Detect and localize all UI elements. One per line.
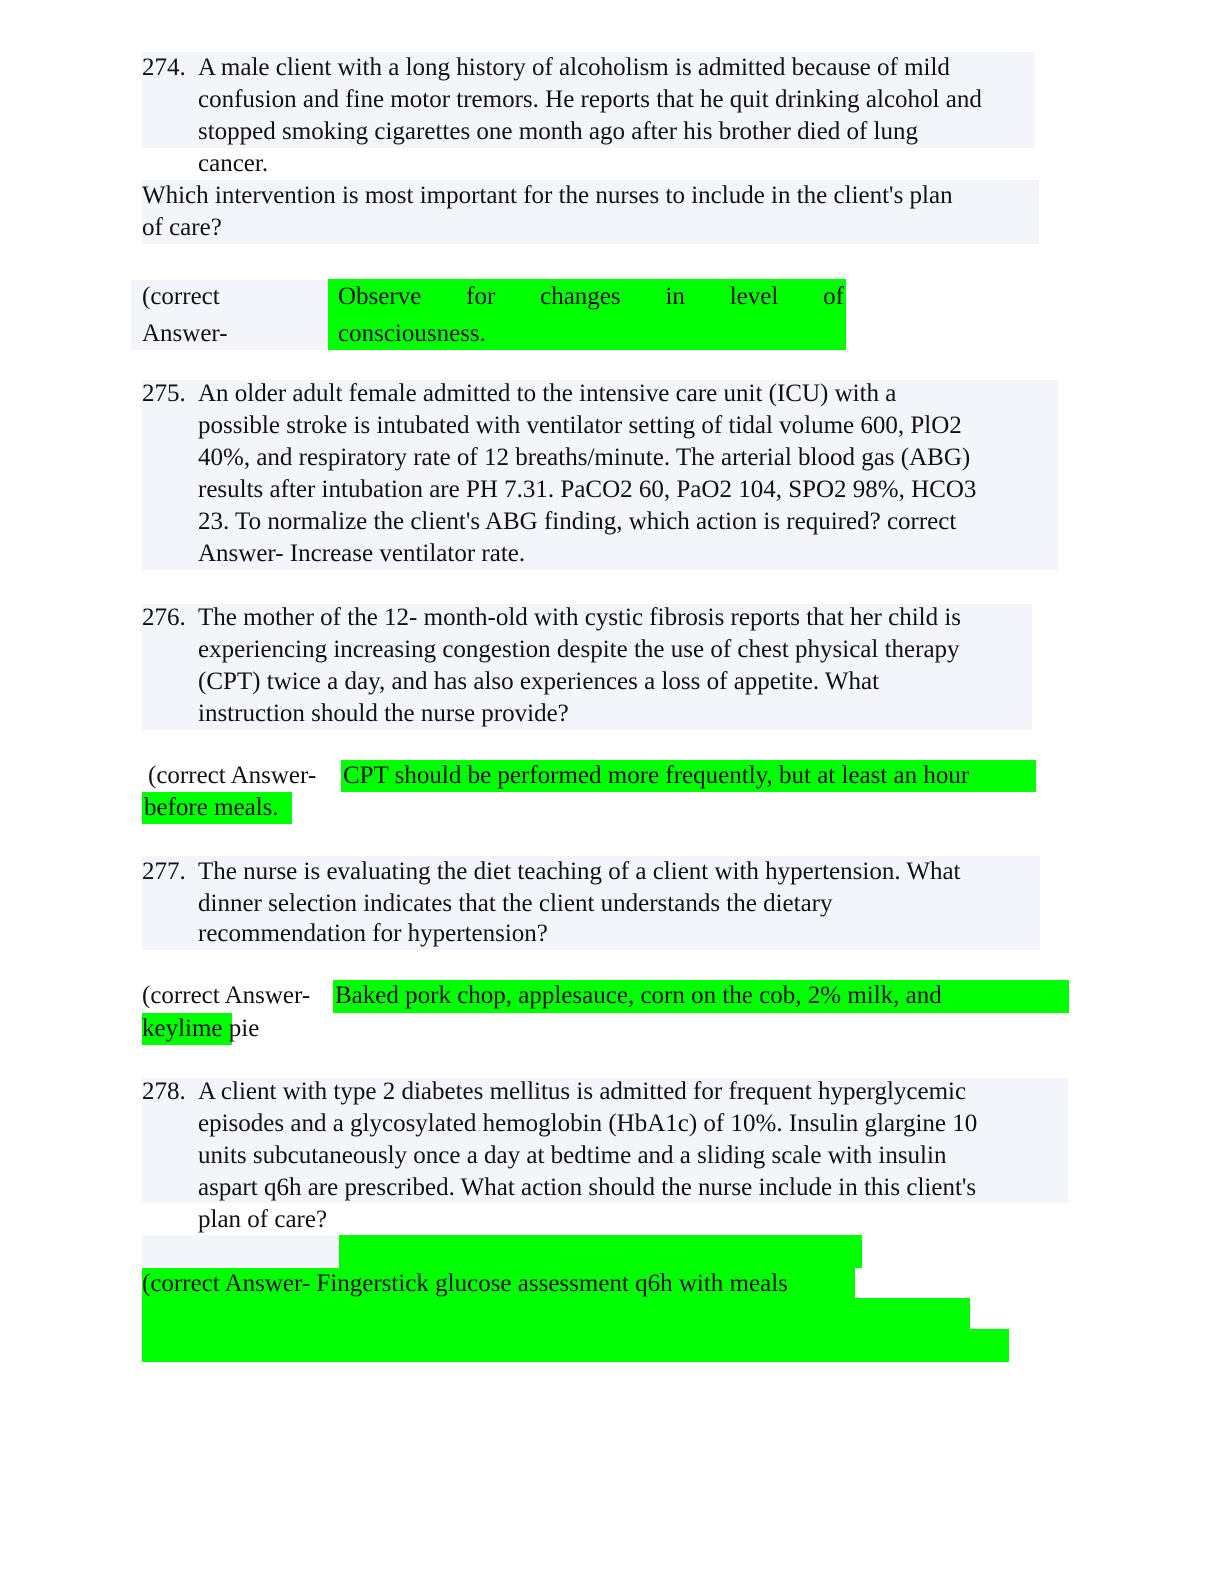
answer-label: (correct Answer-: [148, 762, 317, 789]
question-text-line: units subcutaneously once a day at bedtime and a sliding scale with insulin: [198, 1142, 947, 1169]
question-text-line: aspart q6h are prescribed. What action should the nurse include in this client's: [198, 1174, 977, 1201]
answer-text: (correct Answer- Fingerstick glucose assessment q6h with meals: [142, 1270, 788, 1297]
question-text-line: experiencing increasing congestion despite the use of chest physical therapy: [198, 636, 960, 663]
answer-word: of: [823, 283, 844, 310]
q278-answer-highlight-3: [142, 1298, 970, 1329]
question-text-line: confusion and fine motor tremors. He reports that he quit drinking alcohol and: [198, 86, 982, 113]
question-stem-line: of care?: [142, 214, 222, 241]
question-text-line: 23. To normalize the client's ABG finding, which action is required? correct: [198, 508, 957, 535]
question-text-line: results after intubation are PH 7.31. PaCO2 60, PaO2 104, SPO2 98%, HCO3: [198, 476, 977, 503]
question-stem-line: Which intervention is most important for the nurses to include in the client's plan: [142, 182, 953, 209]
question-number: 275.: [142, 380, 186, 407]
answer-text: consciousness.: [338, 320, 486, 347]
question-text-line: instruction should the nurse provide?: [198, 700, 569, 727]
answer-word: level: [729, 283, 779, 310]
answer-label: (correct Answer-: [142, 982, 311, 1009]
answer-text: CPT should be performed more frequently, but at least an hour: [343, 762, 970, 789]
answer-text-plain: pie: [222, 1015, 260, 1042]
question-text-line: A client with type 2 diabetes mellitus is admitted for frequent hyperglycemic: [198, 1078, 967, 1105]
answer-word: Observe: [338, 283, 422, 310]
question-text-line: episodes and a glycosylated hemoglobin (HbA1c) of 10%. Insulin glargine 10: [198, 1110, 978, 1137]
answer-label: Answer-: [142, 320, 228, 347]
question-number: 276.: [142, 604, 186, 631]
question-number: 277.: [142, 858, 186, 885]
answer-label: (correct: [142, 283, 220, 310]
question-number: 274.: [142, 54, 186, 81]
question-text-line: stopped smoking cigarettes one month ago after his brother died of lung: [198, 118, 918, 145]
answer-word: changes: [540, 283, 621, 310]
q278-answer-highlight-1: [339, 1235, 862, 1268]
question-text-line: dinner selection indicates that the client understands the dietary: [198, 890, 833, 917]
question-text-line: Answer- Increase ventilator rate.: [198, 540, 526, 567]
question-text-line: (CPT) twice a day, and has also experiences a loss of appetite. What: [198, 668, 880, 695]
answer-word: for: [466, 283, 496, 310]
question-number: 278.: [142, 1078, 186, 1105]
q278-answer-shade: [142, 1235, 340, 1267]
question-text-line: The mother of the 12- month-old with cystic fibrosis reports that her child is: [198, 604, 962, 631]
answer-text: [142, 1013, 259, 1045]
question-text-line: A male client with a long history of alcoholism is admitted because of mild: [198, 54, 950, 81]
answer-text-justified: [338, 281, 844, 313]
q278-answer-highlight-4: [142, 1329, 1009, 1362]
question-text-line: The nurse is evaluating the diet teaching of a client with hypertension. What: [198, 858, 961, 885]
question-text-line: 40%, and respiratory rate of 12 breaths/minute. The arterial blood gas (ABG): [198, 444, 971, 471]
answer-text: Baked pork chop, applesauce, corn on the cob, 2% milk, and: [335, 982, 942, 1009]
answer-text: before meals.: [144, 794, 279, 821]
answer-word: in: [665, 283, 685, 310]
question-text-line: recommendation for hypertension?: [198, 920, 548, 947]
question-text-line: cancer.: [198, 150, 269, 177]
question-text-line: possible stroke is intubated with ventilator setting of tidal volume 600, PlO2: [198, 412, 962, 439]
question-text-line: An older adult female admitted to the intensive care unit (ICU) with a: [198, 380, 897, 407]
answer-text-highlighted: keylime: [142, 1015, 223, 1042]
question-text-line: plan of care?: [198, 1206, 328, 1233]
